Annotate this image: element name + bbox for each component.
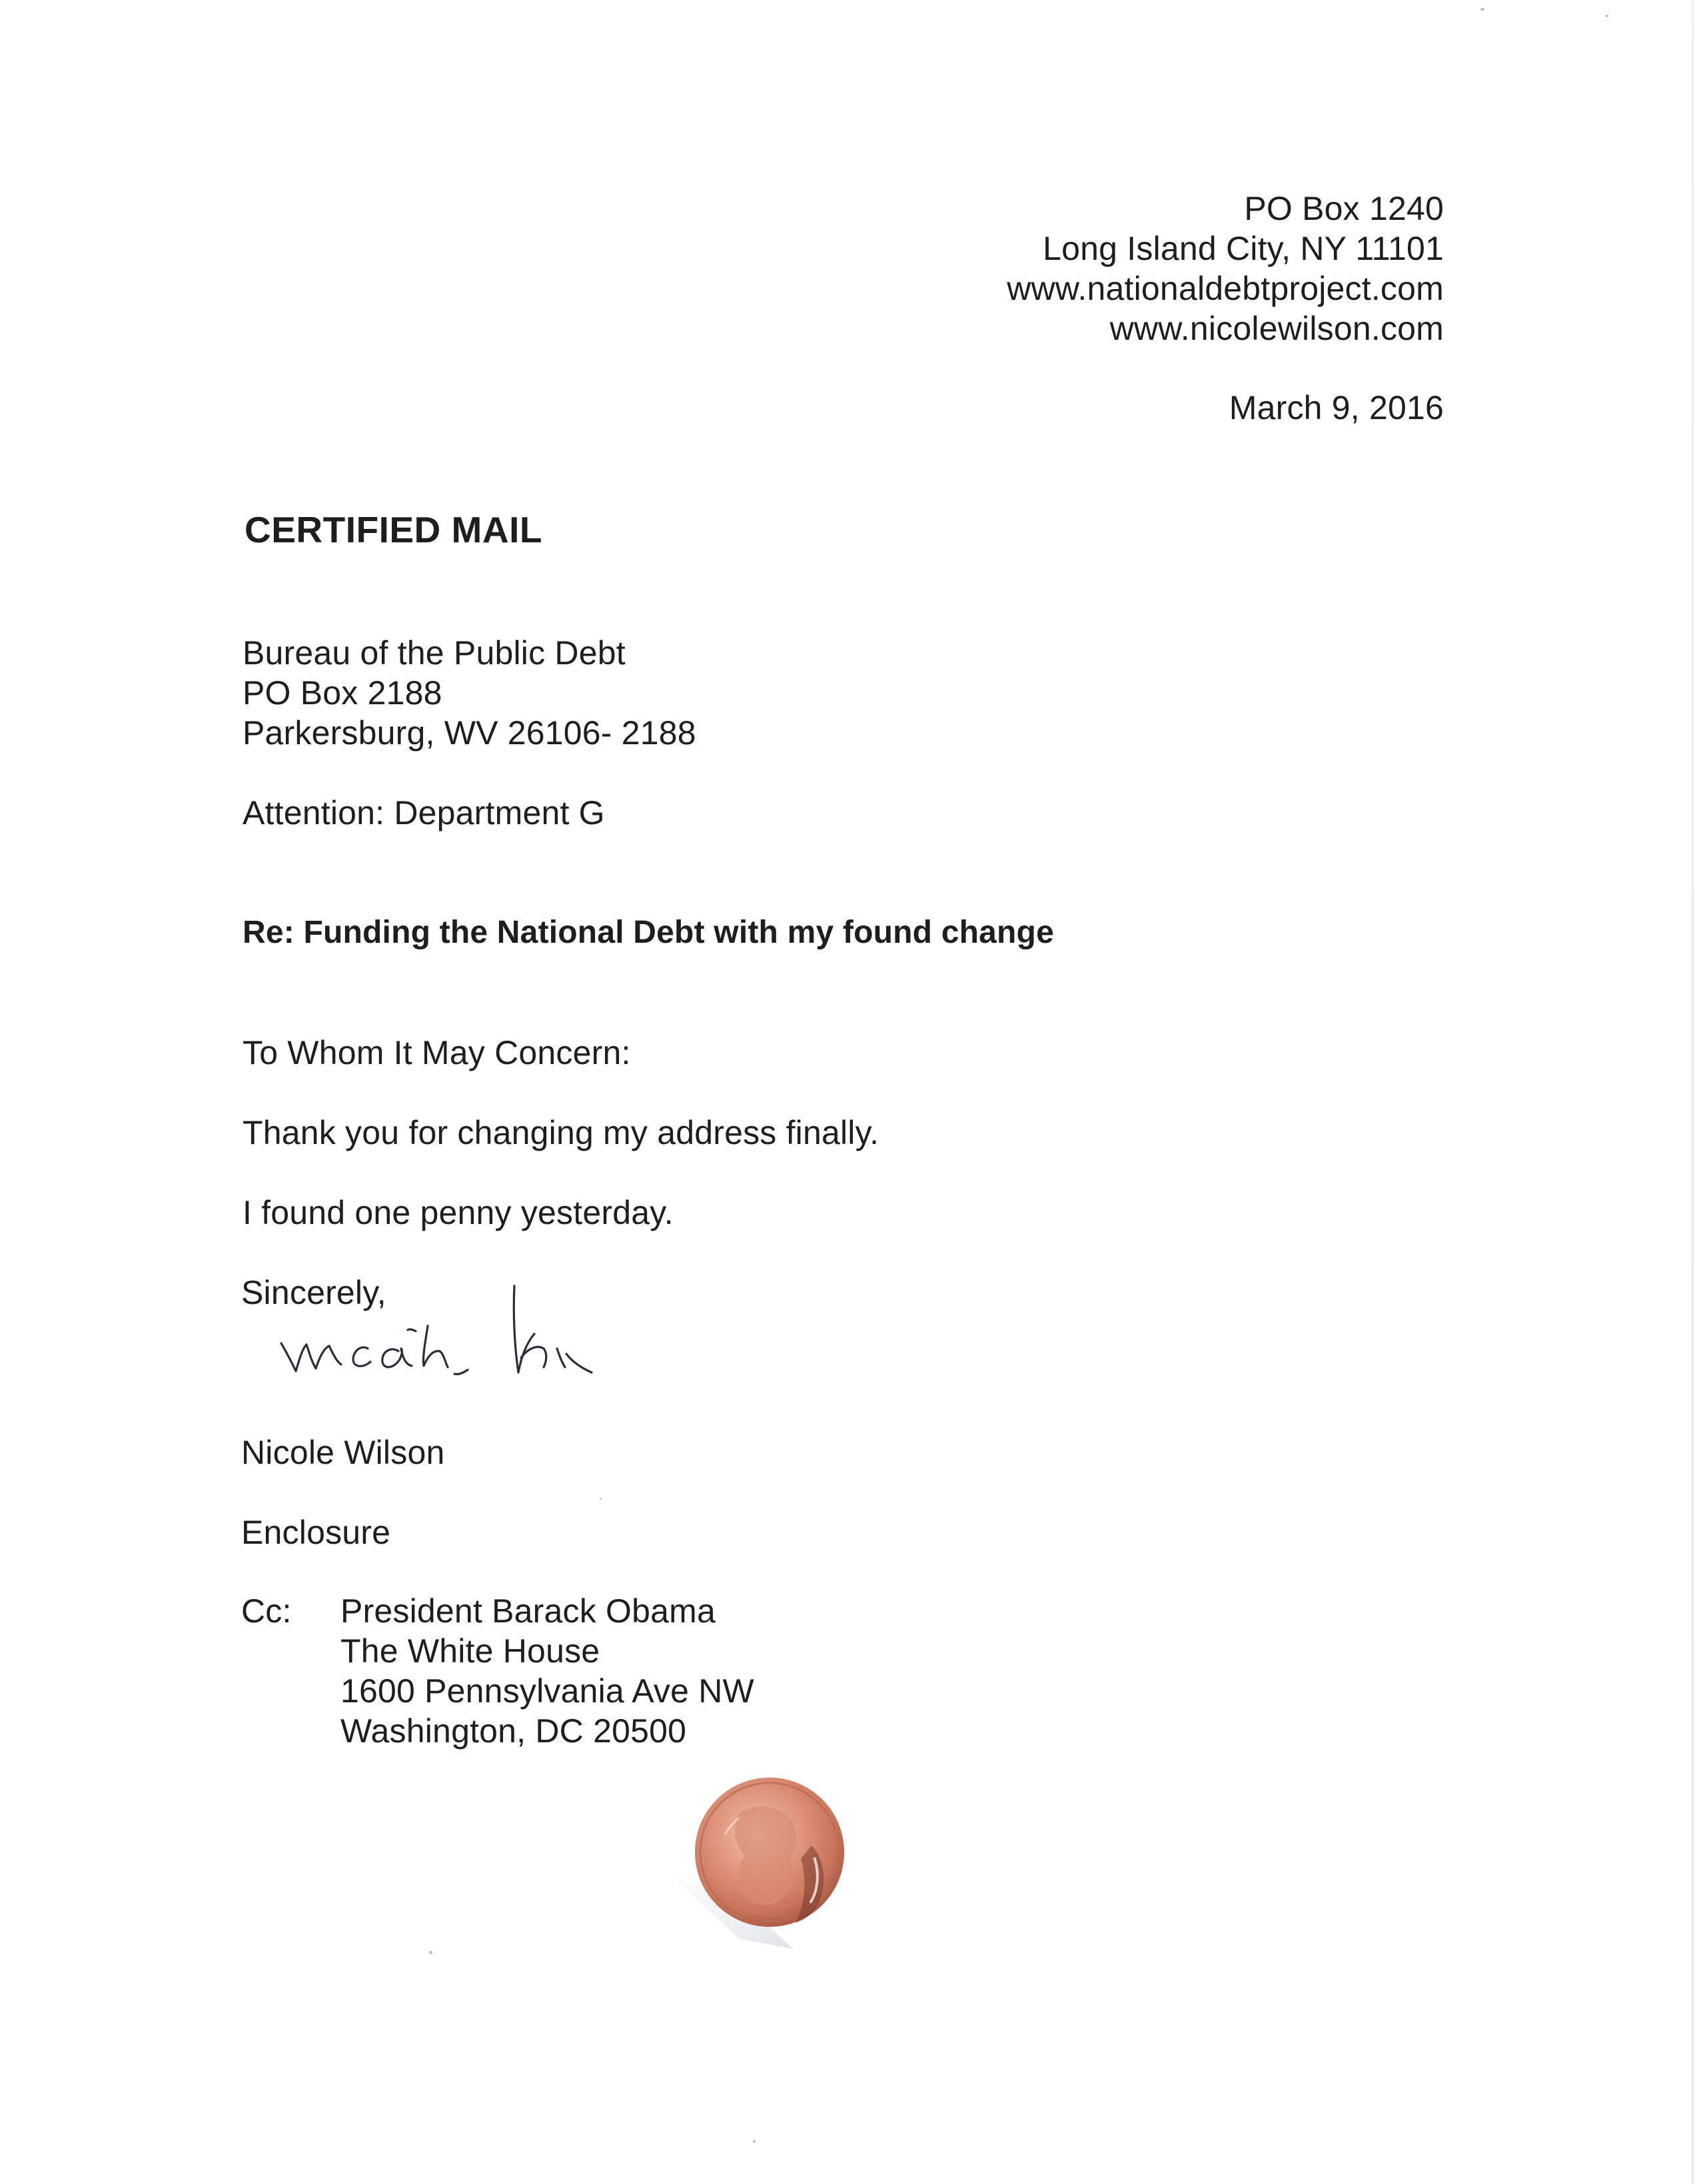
body-paragraph: Thank you for changing my address finally. xyxy=(243,1114,879,1151)
sender-address-line2: Long Island City, NY 11101 xyxy=(1043,230,1444,267)
recipient-address-line1: PO Box 2188 xyxy=(243,674,442,712)
cc-line: 1600 Pennsylvania Ave NW xyxy=(340,1672,754,1710)
cc-label: Cc: xyxy=(241,1592,292,1630)
scan-speck xyxy=(429,1951,432,1954)
handwritten-signature xyxy=(280,1279,666,1399)
closing: Sincerely, xyxy=(241,1274,386,1311)
salutation: To Whom It May Concern: xyxy=(243,1034,631,1071)
signature-name: Nicole Wilson xyxy=(241,1434,445,1471)
letter-date: March 9, 2016 xyxy=(1229,389,1444,426)
delivery-method-heading: CERTIFIED MAIL xyxy=(245,509,542,550)
cc-line: President Barack Obama xyxy=(340,1592,716,1630)
penny-coin-image xyxy=(660,1766,873,1979)
scan-edge xyxy=(1692,0,1694,2184)
scan-speck xyxy=(600,1498,602,1500)
scan-speck xyxy=(753,2140,756,2143)
recipient-name: Bureau of the Public Debt xyxy=(243,634,626,672)
attention-line: Attention: Department G xyxy=(243,794,605,831)
sender-address-line1: PO Box 1240 xyxy=(1244,190,1444,227)
sender-website-1: www.nationaldebtproject.com xyxy=(1007,270,1444,307)
scan-speck xyxy=(1606,15,1608,17)
scan-speck xyxy=(1480,8,1484,11)
enclosure-note: Enclosure xyxy=(241,1514,391,1551)
sender-website-2: www.nicolewilson.com xyxy=(1109,310,1444,347)
recipient-address-line2: Parkersburg, WV 26106- 2188 xyxy=(243,714,696,752)
body-paragraph: I found one penny yesterday. xyxy=(243,1194,674,1231)
cc-line: The White House xyxy=(340,1632,600,1670)
subject-line: Re: Funding the National Debt with my found change xyxy=(243,915,1054,950)
cc-line: Washington, DC 20500 xyxy=(340,1712,687,1750)
